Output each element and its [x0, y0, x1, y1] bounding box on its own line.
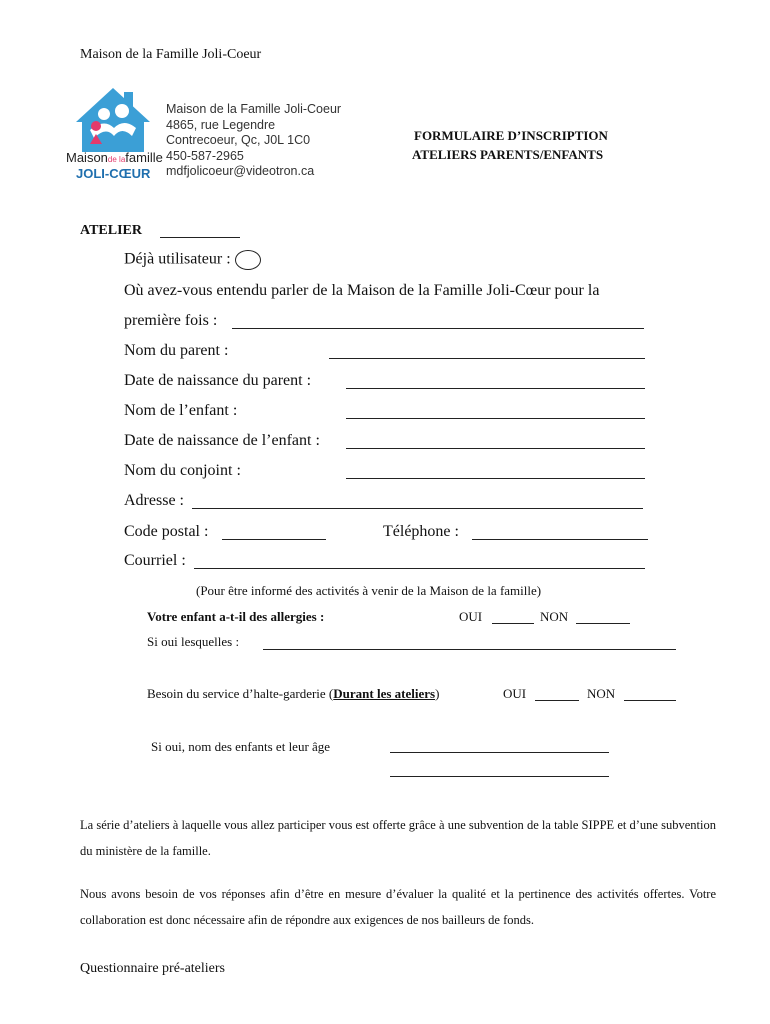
child-name-field[interactable] [346, 418, 645, 419]
feedback-paragraph: Nous avons besoin de vos réponses afin d’être en mesure d’évaluer la qualité et la pertinence des activités offertes. Votre collaboration est donc nécessaire afin de répondre aux exigences de nos bailleurs de fonds. [80, 887, 716, 927]
phone-label: Téléphone : [383, 523, 459, 540]
source-question-line2: première fois : [124, 312, 218, 329]
email-field[interactable] [194, 568, 645, 569]
allergies-which-label: Si oui lesquelles : [147, 634, 240, 649]
parent-name-label: Nom du parent : [124, 342, 229, 359]
logo-word-dela: de la [107, 155, 126, 164]
postal-code-label: Code postal : [124, 523, 209, 540]
contact-phone: 450-587-2965 [166, 148, 244, 163]
child-dob-field[interactable] [346, 448, 645, 449]
daycare-label-emphasis: Durant les ateliers [333, 686, 436, 701]
daycare-label-end: ) [435, 686, 440, 701]
allergies-which-field[interactable] [263, 649, 676, 650]
deja-utilisateur-label: Déjà utilisateur : [124, 250, 231, 268]
phone-field[interactable] [472, 539, 648, 540]
allergies-oui-field[interactable] [492, 623, 534, 624]
form-title-line2: ATELIERS PARENTS/ENFANTS [412, 147, 604, 162]
children-names-label: Si oui, nom des enfants et leur âge [151, 739, 331, 754]
address-label: Adresse : [124, 492, 184, 509]
allergies-non-field[interactable] [576, 623, 630, 624]
allergies-oui-label: OUI [459, 609, 483, 624]
daycare-label-start: Besoin du service d’halte-garderie ( [147, 686, 334, 701]
subsidy-paragraph: La série d’ateliers à laquelle vous allez participer vous est offerte grâce à une subvention de la table SIPPE et d’une subvention du ministère de la famille. [80, 818, 716, 858]
spouse-name-field[interactable] [346, 478, 645, 479]
contact-email: mdfjolicoeur@videotron.ca [166, 164, 315, 178]
contact-block [166, 102, 341, 180]
daycare-non-field[interactable] [624, 700, 676, 701]
questionnaire-heading: Questionnaire pré-ateliers [80, 961, 225, 976]
allergies-label: Votre enfant a-t-il des allergies : [147, 609, 325, 624]
house-logo-icon [66, 84, 161, 154]
parent-dob-label: Date de naissance du parent : [124, 372, 312, 389]
logo-word-famille: famille [125, 150, 163, 165]
daycare-label [147, 686, 439, 702]
email-label: Courriel : [124, 552, 186, 569]
logo-word-maison: Maison [66, 150, 108, 165]
child-name-label: Nom de l’enfant : [124, 402, 238, 419]
postal-code-field[interactable] [222, 539, 326, 540]
child-dob-label: Date de naissance de l’enfant : [124, 432, 320, 449]
parent-dob-field[interactable] [346, 388, 645, 389]
source-question-line1: Où avez-vous entendu parler de la Maison de la Famille Joli-Cœur pour la [124, 282, 600, 299]
daycare-oui-field[interactable] [535, 700, 579, 701]
allergies-non-label: NON [540, 609, 569, 624]
children-names-field-2[interactable] [390, 776, 609, 777]
atelier-label: ATELIER [80, 223, 142, 238]
address-field[interactable] [192, 508, 643, 509]
deja-utilisateur-checkbox[interactable] [235, 250, 261, 270]
contact-city: Contrecoeur, Qc, J0L 1C0 [166, 133, 311, 147]
spouse-name-label: Nom du conjoint : [124, 462, 241, 479]
logo-word-jolicoeur: JOLI-CŒUR [76, 166, 151, 181]
logo [66, 84, 161, 184]
children-names-field-1[interactable] [390, 752, 609, 753]
header-org-name: Maison de la Famille Joli-Coeur [80, 47, 262, 62]
source-field[interactable] [232, 328, 644, 329]
daycare-oui-label: OUI [503, 686, 527, 701]
contact-name: Maison de la Famille Joli-Coeur [166, 102, 342, 116]
form-title-line1: FORMULAIRE D’INSCRIPTION [414, 128, 608, 143]
contact-street: 4865, rue Legendre [166, 117, 276, 132]
atelier-field[interactable] [160, 237, 240, 238]
deja-utilisateur-row [124, 250, 261, 270]
daycare-non-label: NON [587, 686, 616, 701]
email-note: (Pour être informé des activités à venir de la Maison de la famille) [196, 583, 542, 598]
parent-name-field[interactable] [329, 358, 645, 359]
